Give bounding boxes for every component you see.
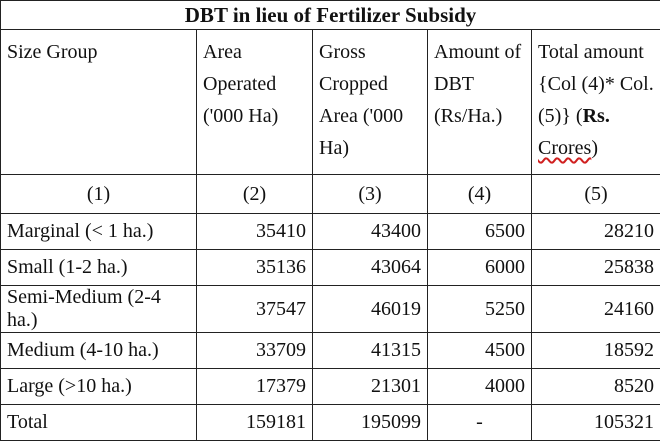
header-gross-cropped-area: Gross Cropped Area ('000 Ha) [313, 30, 428, 175]
table-row-marginal [1, 214, 660, 250]
amount-dbt-cell: 5250 [428, 286, 532, 333]
header-total-amount [532, 30, 660, 175]
size-group-cell: Medium (4-10 ha.) [1, 333, 197, 369]
column-number-row [1, 175, 660, 214]
header-total-suffix: ) [591, 137, 598, 159]
area-operated-cell: 35136 [197, 250, 313, 286]
total-amount-cell: 105321 [532, 405, 660, 441]
table-row-medium [1, 333, 660, 369]
gross-cropped-cell: 195099 [313, 405, 428, 441]
gross-cropped-cell: 43064 [313, 250, 428, 286]
area-operated-cell: 33709 [197, 333, 313, 369]
table-row-semi-medium [1, 286, 660, 333]
size-group-cell: Total [1, 405, 197, 441]
table-row-small [1, 250, 660, 286]
column-number-1: (1) [1, 175, 197, 214]
table-row-large [1, 369, 660, 405]
header-area-operated: Area Operated ('000 Ha) [197, 30, 313, 175]
gross-cropped-cell: 21301 [313, 369, 428, 405]
table-row-total [1, 405, 660, 441]
gross-cropped-cell: 46019 [313, 286, 428, 333]
size-group-cell: Small (1-2 ha.) [1, 250, 197, 286]
total-amount-cell: 25838 [532, 250, 660, 286]
header-size-group: Size Group [1, 30, 197, 175]
size-group-cell: Large (>10 ha.) [1, 369, 197, 405]
total-amount-cell: 28210 [532, 214, 660, 250]
gross-cropped-cell: 41315 [313, 333, 428, 369]
header-row [1, 30, 660, 175]
amount-dbt-cell: 4000 [428, 369, 532, 405]
size-group-cell: Semi-Medium (2-4 ha.) [1, 286, 197, 333]
total-amount-cell: 18592 [532, 333, 660, 369]
column-number-4: (4) [428, 175, 532, 214]
header-amount-of-dbt: Amount of DBT (Rs/Ha.) [428, 30, 532, 175]
column-number-5: (5) [532, 175, 660, 214]
header-total-bold: Rs. [583, 105, 610, 127]
gross-cropped-cell: 43400 [313, 214, 428, 250]
column-number-2: (2) [197, 175, 313, 214]
amount-dbt-cell: 6500 [428, 214, 532, 250]
header-total-crores: Crores [538, 137, 591, 159]
amount-dbt-cell: 4500 [428, 333, 532, 369]
total-amount-cell: 24160 [532, 286, 660, 333]
area-operated-cell: 17379 [197, 369, 313, 405]
area-operated-cell: 35410 [197, 214, 313, 250]
total-amount-cell: 8520 [532, 369, 660, 405]
area-operated-cell: 37547 [197, 286, 313, 333]
area-operated-cell: 159181 [197, 405, 313, 441]
column-number-3: (3) [313, 175, 428, 214]
amount-dbt-cell: 6000 [428, 250, 532, 286]
amount-dbt-cell: - [428, 405, 532, 441]
size-group-cell: Marginal (< 1 ha.) [1, 214, 197, 250]
table-title: DBT in lieu of Fertilizer Subsidy [1, 1, 660, 30]
header-total-prefix: Total amount {Col (4)* Col. (5)} ( [538, 41, 654, 127]
